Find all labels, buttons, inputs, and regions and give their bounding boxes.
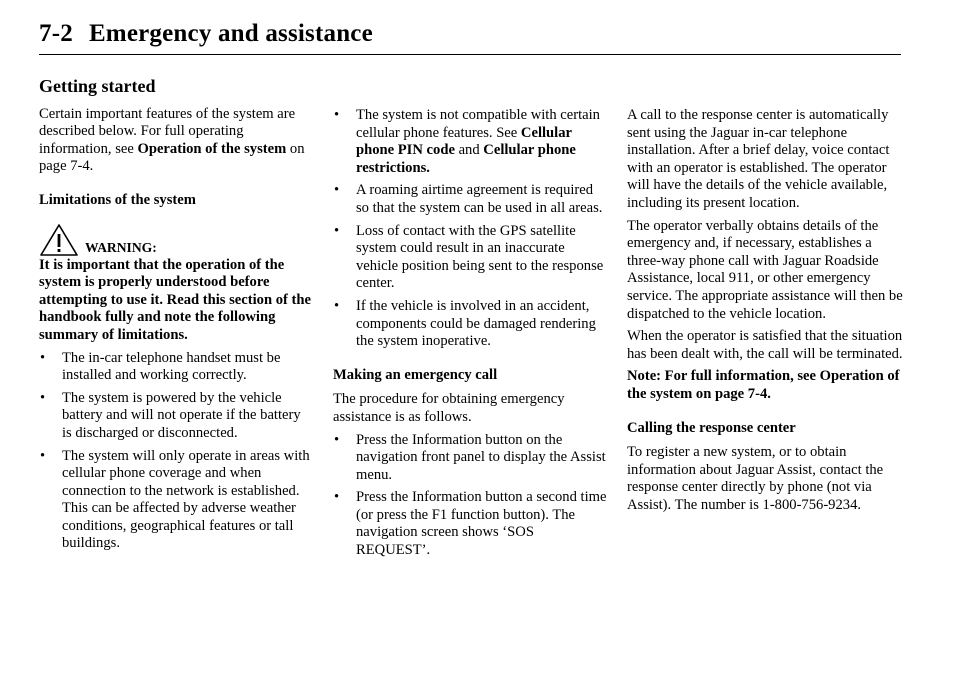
bullet-dot: • [334, 297, 340, 314]
note-text: Note: For full information, see Operation of the system on page 7-4. [627, 368, 900, 402]
list-item-text: If the vehicle is involved in an accident, components could be damaged rendering the system inoperative. [356, 297, 596, 350]
bullet-dot: • [334, 222, 340, 239]
list-item [39, 390, 314, 443]
list-item [333, 298, 608, 351]
bullet-dot: • [40, 349, 46, 366]
limitations-list [39, 350, 314, 554]
bullet-dot: • [334, 489, 340, 506]
list-item [333, 182, 608, 217]
emergency-steps [333, 432, 608, 560]
emergency-title: Making an emergency call [333, 366, 498, 383]
limitations-title: Limitations of the system [39, 191, 196, 208]
emergency-intro: The procedure for obtaining emergency assistance is as follows. [333, 391, 565, 425]
intro-link: Operation of the system [137, 140, 287, 157]
paragraph: When the operator is satisfied that the situation has been dealt with, the call will be terminated. [627, 328, 903, 362]
list-item [333, 107, 608, 177]
column-2 [333, 107, 608, 565]
intro-text: Certain important features of the system are described below. For full operating information, see [39, 105, 296, 157]
warning-text: It is important that the operation of the system is properly understood before attempting to use it. Read this section of the handbook fully and note the following summary of limitations. [39, 256, 311, 343]
calling-title: Calling the response center [627, 419, 796, 436]
limitations-list-continued [333, 107, 608, 351]
bullet-dot: • [334, 431, 340, 448]
chapter-title: Emergency and assistance [88, 20, 373, 47]
warning-header [39, 223, 314, 257]
chapter-number: 7-2 [39, 20, 73, 47]
list-item-text: The system is not compatible with certain cellular phone features. See [356, 107, 600, 141]
calling-text: To register a new system, or to obtain information about Jaguar Assist, contact the response center directly by phone (not via Assist). The number is 1-800-756-9234. [627, 444, 884, 513]
warning-label: WARNING: [85, 239, 157, 255]
bullet-dot: • [334, 107, 340, 123]
list-item [333, 432, 608, 485]
page-header [39, 20, 901, 55]
list-item [39, 350, 314, 385]
pin-code-link: Cellular phone PIN code [356, 124, 572, 159]
list-item-text: A roaming airtime agreement is required so that the system can be used in all areas. [356, 182, 603, 216]
intro-paragraph [39, 106, 314, 176]
list-item-text: and [454, 142, 484, 159]
list-item [39, 448, 314, 554]
phone-restrictions-link: Cellular phone restrictions. [356, 142, 576, 176]
page-title [39, 20, 373, 48]
paragraph: The operator verbally obtains details of the emergency and, if necessary, establishes a three-way phone call with Jaguar Roadside Assistance, local 911, or other emergency service. The appropriate assistance will then be dispatched to the vehicle location. [627, 217, 903, 322]
section-title: Getting started [39, 76, 156, 96]
list-item-text: The in-car telephone handset must be installed and working correctly. [62, 349, 281, 384]
column-1 [39, 78, 314, 558]
list-item [333, 489, 608, 559]
warning-triangle-icon [39, 223, 79, 257]
list-item-text: Loss of contact with the GPS satellite system could result in an inaccurate vehicle position being sent to the response center. [356, 222, 604, 292]
column-3 [627, 107, 907, 519]
list-item-text: Press the Information button a second time (or press the F1 function button). The navigation screen shows ‘SOS REQUEST’. [356, 489, 607, 559]
bullet-dot: • [40, 447, 46, 464]
paragraph: A call to the response center is automatically sent using the Jaguar in-car telephone installation. After a brief delay, voice contact with an operator is established. The operator will have the details of the vehicle available, including its present location. [627, 107, 890, 211]
intro-tail: on page 7-4. [39, 140, 305, 175]
list-item-text: The system will only operate in areas with cellular phone coverage and when connection to the network is established. This can be affected by adverse weather conditions, geographical features or tall buildings. [62, 447, 310, 552]
list-item-text: Press the Information button on the navigation front panel to display the Assist menu. [356, 431, 606, 483]
bullet-dot: • [40, 389, 46, 406]
list-item-text: The system is powered by the vehicle battery and will not operate if the battery is discharged or disconnected. [62, 389, 301, 441]
list-item [333, 223, 608, 293]
warning-block [39, 223, 314, 345]
bullet-dot: • [334, 182, 340, 199]
